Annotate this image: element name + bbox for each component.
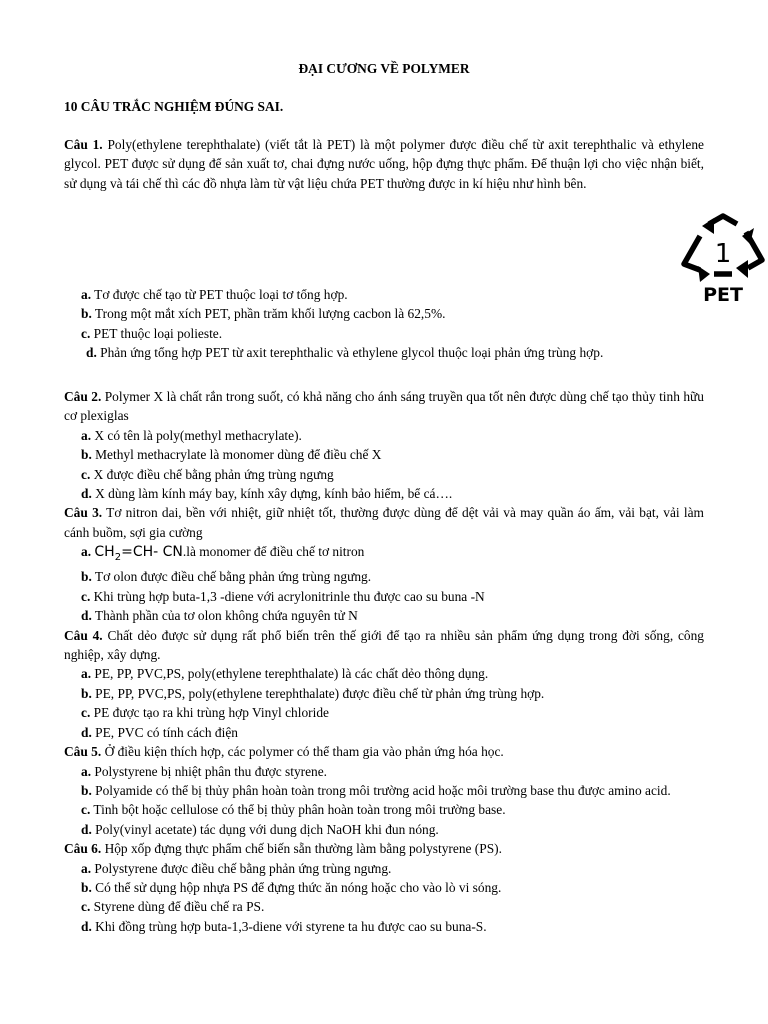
option-key: a.: [81, 860, 92, 876]
option-key: d.: [81, 608, 92, 624]
option-text: PE, PP, PVC,PS, poly(ethylene terephthalate) là các chất dẻo thông dụng.: [91, 666, 489, 682]
option-text: PE, PP, PVC,PS, poly(ethylene terephthalate) được điều chế từ phản ứng trùng hợp.: [91, 685, 545, 701]
question-3-label: Câu 3.: [64, 505, 103, 521]
option-text: Styrene dùng để điều chế ra PS.: [90, 899, 265, 915]
question-3-option-a: [64, 542, 704, 567]
questions-2-to-6: [64, 387, 704, 936]
question-2-option-b: [64, 445, 704, 464]
option-text: Khi đồng trùng hợp buta-1,3-diene với styrene ta hu được cao su buna-S.: [91, 918, 487, 934]
question-2-label: Câu 2.: [64, 389, 102, 404]
option-key: d.: [81, 918, 92, 934]
option-text: Polyamide có thể bị thủy phân hoàn toàn trong môi trường acid hoặc môi trường base thu được amino acid.: [91, 782, 671, 798]
page-title: ĐẠI CƯƠNG VỀ POLYMER: [298, 61, 470, 76]
option-key: c.: [81, 325, 91, 341]
question-3-option-d: [64, 606, 704, 625]
question-1-stem: [64, 135, 704, 193]
question-6-option-d: [64, 917, 704, 936]
question-5-option-d: [64, 820, 704, 839]
question-3-text: Tơ nitron dai, bền với nhiệt, giữ nhiệt tốt, thường được dùng để dệt vải và may quần áo ấm, vải bạt, vải làm cánh buồm, sợi gia cường: [64, 505, 704, 540]
question-3-option-b: [64, 567, 704, 586]
question-6-option-a: [64, 859, 704, 878]
option-text: .là monomer để điều chế tơ nitron: [182, 544, 365, 560]
option-key: c.: [81, 588, 91, 604]
nitron-monomer-formula: [94, 544, 183, 564]
option-key: b.: [81, 306, 92, 322]
question-4-option-c: [64, 703, 704, 722]
pet-logo-number: 1: [714, 239, 732, 269]
question-5-stem: [64, 742, 704, 761]
option-text: X dùng làm kính máy bay, kính xây dựng, kính bảo hiểm, bể cá….: [91, 486, 453, 502]
option-key: b.: [81, 879, 92, 895]
option-key: d.: [81, 821, 92, 837]
question-6-text: Hộp xốp đựng thực phẩm chế biến sẵn thường làm bằng polystyrene (PS).: [101, 841, 502, 857]
option-text: PE được tạo ra khi trùng hợp Vinyl chloride: [90, 705, 329, 721]
option-text: Poly(vinyl acetate) tác dụng với dung dịch NaOH khi đun nóng.: [91, 821, 439, 837]
option-key: b.: [81, 447, 92, 463]
option-text: Trong một mắt xích PET, phần trăm khối lượng cacbon là 62,5%.: [91, 306, 446, 322]
option-key: c.: [81, 899, 91, 915]
question-2-option-c: [64, 465, 704, 484]
question-1-option-c: [64, 324, 704, 343]
question-5-option-b: [64, 781, 704, 800]
option-text: PE, PVC có tính cách điện: [91, 724, 238, 740]
option-text: Khi trùng hợp buta-1,3 -diene với acrylonitrinle thu được cao su buna -N: [90, 588, 485, 604]
question-5-label: Câu 5.: [64, 744, 102, 760]
question-1-option-d: [64, 343, 704, 362]
question-1-option-b: [64, 304, 704, 323]
question-4-option-b: [64, 684, 704, 703]
question-1-option-a: [64, 285, 704, 304]
question-2-option-d: [64, 484, 704, 503]
option-text: X có tên là poly(methyl methacrylate).: [91, 427, 302, 443]
question-5-option-c: [64, 800, 704, 819]
option-text: Polystyrene bị nhiệt phân thu được styrene.: [91, 763, 328, 779]
question-2-option-a: [64, 426, 704, 445]
question-2-stem: [64, 387, 704, 426]
question-1-options: [64, 285, 704, 363]
question-1-text: Poly(ethylene terephthalate) (viết tắt là PET) là một polymer được điều chế từ axit terephthalic và ethylene glycol. PET được sử dụng để sản xuất tơ, chai đựng nước uống, hộp đựng thực phẩm. Để thuận lợi cho việc nhận biết, sử dụng và tái chế thì các đồ nhựa làm từ vật liệu chứa PET thường được in kí hiệu như hình bên.: [64, 137, 704, 191]
option-key: d.: [81, 724, 92, 740]
question-4-text: Chất dẻo được sử dụng rất phổ biến trên thế giới để tạo ra nhiều sản phẩm ứng dụng trong đời sống, công nghiệp, xây dựng.: [64, 627, 704, 663]
question-2-text: Polymer X là chất rắn trong suốt, có khả năng cho ánh sáng truyền qua tốt nên được dùng chế tạo thủy tinh hữu cơ plexiglas: [64, 389, 704, 424]
question-4-option-d: [64, 723, 704, 742]
option-key: b.: [81, 569, 92, 585]
question-3-stem: [64, 503, 704, 542]
option-text: Polystyrene được điều chế bằng phản ứng trùng ngưng.: [91, 860, 392, 876]
pet-logo-text: PET: [703, 284, 743, 304]
option-text: Phản ứng tổng hợp PET từ axit terephthalic và ethylene glycol thuộc loại phản ứng trùng hợp.: [96, 345, 604, 361]
option-text: Thành phần của tơ olon không chứa nguyên tử N: [91, 608, 358, 624]
option-text: Có thể sử dụng hộp nhựa PS để đựng thức ăn nóng hoặc cho vào lò vi sóng.: [91, 879, 502, 895]
option-text: X được điều chế bằng phản ứng trùng ngưng: [90, 466, 334, 482]
formula-part: CH: [94, 544, 115, 561]
option-key: a.: [81, 427, 92, 443]
option-text: PET thuộc loại polieste.: [90, 325, 223, 341]
option-text: Tơ olon được điều chế bằng phản ứng trùng ngưng.: [91, 569, 372, 585]
option-key: d.: [86, 345, 97, 361]
question-4-stem: [64, 626, 704, 665]
option-key: a.: [81, 287, 92, 302]
option-key: c.: [81, 466, 91, 482]
page-subtitle: 10 CÂU TRẮC NGHIỆM ĐÚNG SAI.: [64, 99, 284, 114]
formula-subscript: 2: [114, 552, 122, 564]
question-4-label: Câu 4.: [64, 627, 103, 643]
option-key: c.: [81, 705, 91, 721]
question-1-label: Câu 1.: [64, 137, 103, 152]
question-6-option-b: [64, 878, 704, 897]
option-text: Methyl methacrylate là monomer dùng để điều chế X: [91, 447, 382, 463]
question-6-option-c: [64, 897, 704, 916]
question-6-label: Câu 6.: [64, 841, 102, 857]
question-5-option-a: [64, 762, 704, 781]
question-1: [64, 135, 704, 193]
option-key: b.: [81, 782, 92, 798]
option-key: b.: [81, 685, 92, 701]
formula-part: =CH- CN: [121, 544, 183, 561]
option-key: d.: [81, 486, 92, 502]
question-3-option-c: [64, 587, 704, 606]
option-key: a.: [81, 763, 92, 779]
option-key: a.: [81, 666, 92, 682]
question-5-text: Ở điều kiện thích hợp, các polymer có thể tham gia vào phản ứng hóa học.: [101, 744, 504, 760]
option-text: Tinh bột hoặc cellulose có thể bị thủy phân hoàn toàn trong môi trường base.: [90, 802, 506, 818]
option-key: c.: [81, 802, 91, 818]
question-4-option-a: [64, 664, 704, 683]
question-6-stem: [64, 839, 704, 858]
option-key: a.: [81, 544, 92, 560]
option-text: Tơ được chế tạo từ PET thuộc loại tơ tổng hợp.: [91, 287, 348, 302]
